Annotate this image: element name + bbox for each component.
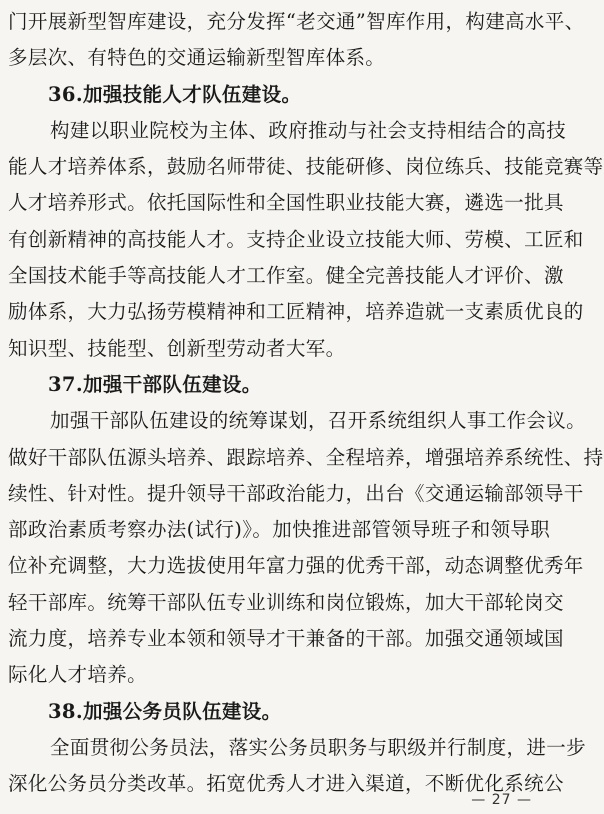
- text-line: 轻干部库。统筹干部队伍专业训练和岗位锻炼，加大干部轮岗交: [8, 590, 564, 614]
- text-line: 门开展新型智库建设，充分发挥“老交通”智库作用，构建高水平、: [8, 10, 585, 33]
- text-line: 全国技术能手等高技能人才工作室。健全完善技能人才评价、激: [8, 264, 564, 288]
- text-line: 有创新精神的高技能人才。支持企业设立技能大师、劳模、工匠和: [8, 227, 584, 251]
- text-line: 多层次、有特色的交通运输新型智库体系。: [8, 46, 386, 70]
- text-line: 知识型、技能型、创新型劳动者大军。: [8, 336, 346, 360]
- section-heading-37: 37.加强干部队伍建设。: [48, 372, 262, 396]
- paragraph-start: 构建以职业院校为主体、政府推动与社会支持相结合的高技: [50, 118, 567, 142]
- text-line: 深化公务员分类改革。拓宽优秀人才进入渠道，不断优化系统公: [8, 772, 564, 796]
- page-number: — 27 —: [471, 792, 532, 808]
- text-line: 人才培养形式。依托国际性和全国性职业技能大赛，遴选一批具: [8, 191, 564, 215]
- text-line: 际化人才培养。: [8, 663, 147, 687]
- section-heading-36: 36.加强技能人才队伍建设。: [48, 82, 302, 106]
- paragraph-start: 加强干部队伍建设的统筹谋划，召开系统组织人事工作会议。: [50, 409, 586, 433]
- text-line: 励体系，大力弘扬劳模精神和工匠精神，培养造就一支素质优良的: [8, 300, 584, 324]
- text-line: 做好干部队伍源头培养、跟踪培养、全程培养，增强培养系统性、持: [8, 445, 604, 469]
- text-line: 能人才培养体系，鼓励名师带徒、技能研修、岗位练兵、技能竞赛等: [8, 155, 604, 179]
- text-line: 位补充调整，大力选拔使用年富力强的优秀干部，动态调整优秀年: [8, 554, 584, 578]
- text-line: 流力度，培养专业本领和领导才干兼备的干部。加强交通领域国: [8, 627, 564, 651]
- text-line: 部政治素质考察办法(试行)》。加快推进部管领导班子和领导职: [8, 518, 551, 542]
- paragraph-start: 全面贯彻公务员法，落实公务员职务与职级并行制度，进一步: [50, 735, 586, 759]
- text-line: 续性、针对性。提升领导干部政治能力，出台《交通运输部领导干: [8, 481, 584, 505]
- section-heading-38: 38.加强公务员队伍建设。: [48, 699, 282, 723]
